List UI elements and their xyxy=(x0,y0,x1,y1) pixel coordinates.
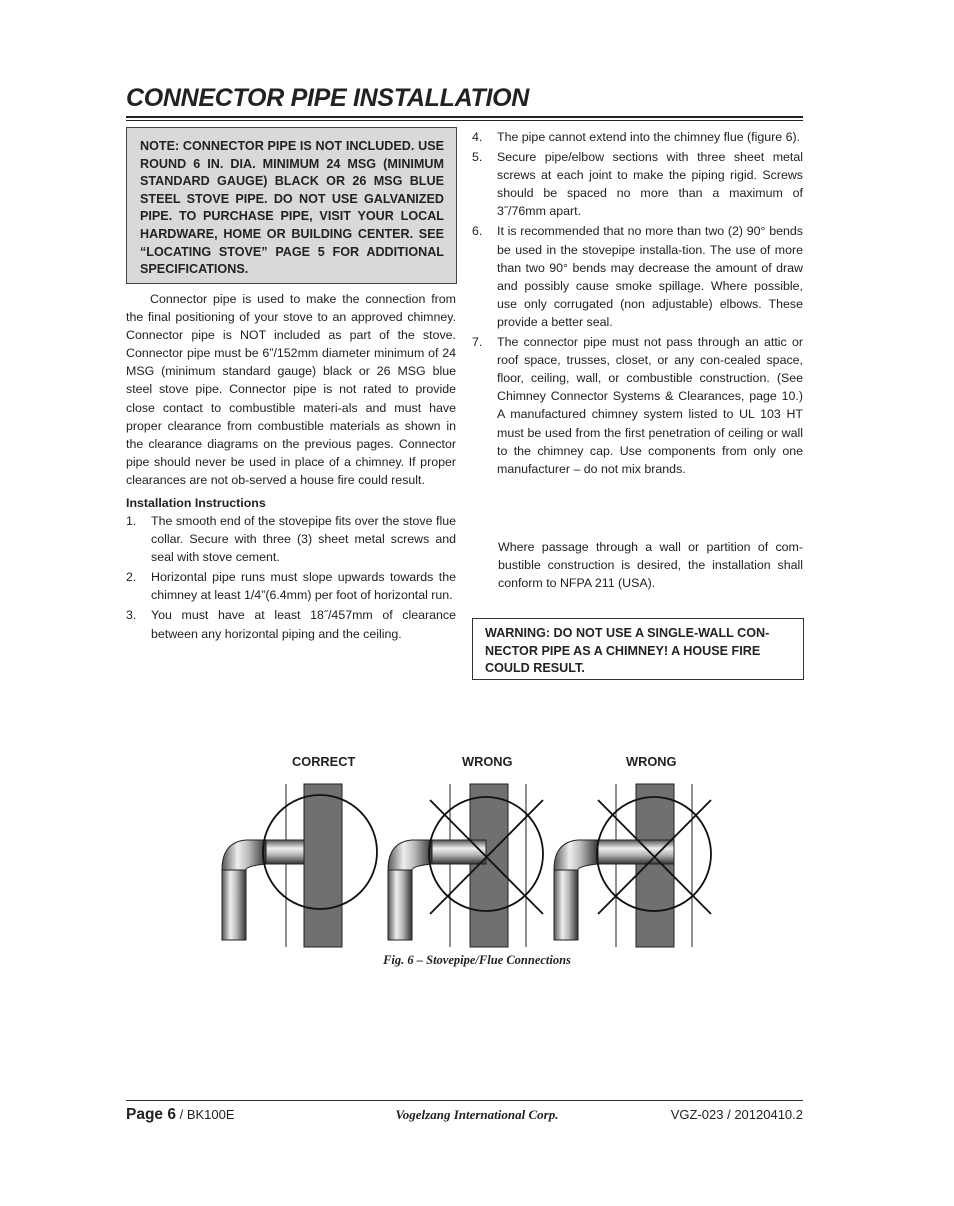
title-rule xyxy=(126,116,803,118)
intro-section xyxy=(126,290,456,489)
list-item xyxy=(472,128,803,146)
step-text: You must have at least 18˝/457mm of clearance between any horizontal piping and the ceiling. xyxy=(151,608,456,641)
list-item xyxy=(126,606,456,642)
step-text: Horizontal pipe runs must slope upwards towards the chimney at least 1/4”(6.4mm) per foot of horizontal run. xyxy=(151,570,456,603)
step-number: 4. xyxy=(472,130,483,144)
step-number: 3. xyxy=(126,608,137,623)
step-text: Secure pipe/elbow sections with three sheet metal screws at each joint to make the piping rigid. Screws should be spaced no more than a maximum of 3˝/76mm apart. xyxy=(497,150,803,219)
figure-label-correct: CORRECT xyxy=(292,754,356,769)
footer-company: Vogelzang International Corp. xyxy=(395,1107,559,1122)
instructions-heading: Installation Instructions xyxy=(126,496,266,510)
step-text: The pipe cannot extend into the chimney flue (figure 6). xyxy=(497,130,801,144)
step-number: 1. xyxy=(126,514,137,528)
figure-label-wrong-1: WRONG xyxy=(462,754,513,769)
stovepipe-figure xyxy=(210,772,730,952)
list-item xyxy=(472,222,803,331)
page-title: CONNECTOR PIPE INSTALLATION xyxy=(126,84,530,112)
wrong-connection-diagram-2 xyxy=(554,784,711,947)
figure-caption: Fig. 6 – Stovepipe/Flue Connections xyxy=(383,953,571,967)
steps-list-left xyxy=(126,512,456,645)
warning-box: WARNING: DO NOT USE A SINGLE-WALL CON-NECTOR PIPE AS A CHIMNEY! A HOUSE FIRE COULD RESULT. xyxy=(472,618,804,680)
step-text: The connector pipe must not pass through an attic or roof space, trusses, closet, or any con-cealed space, floor, ceiling, wall, or combustible construction. (See Chimney Connector Systems & Clearances, page 10.) A manufactured chimney system listed to UL 103 HT must be used from the first penetration of ceiling or wall to the chimney cap. Use components from only one manufacturer – do not mix brands. xyxy=(497,335,803,476)
note-box: NOTE: CONNECTOR PIPE IS NOT INCLUDED. USE ROUND 6 IN. DIA. MINIMUM 24 MSG (MINIMUM STANDARD GAUGE) BLACK OR 26 MSG BLUE STEEL STOVE PIPE. DO NOT USE GALVANIZED PIPE. TO PURCHASE PIPE, VISIT YOUR LOCAL HARDWARE, HOME OR BUILDING CENTER. SEE “LOCATING STOVE” PAGE 5 FOR ADDITIONAL SPECIFICATIONS. xyxy=(126,127,457,284)
footer-rule xyxy=(126,1100,803,1101)
correct-connection-diagram xyxy=(222,784,377,947)
step-number: 6. xyxy=(472,224,483,239)
step-text: It is recommended that no more than two (2) 90° bends be used in the stovepipe installa-tion. The use of more than two 90° bends may decrease the amount of draw and possibly cause smoke spillage. Where possible, use only corrugated (non adjustable) elbows. These provide a better seal. xyxy=(497,224,803,329)
step-number: 7. xyxy=(472,335,483,350)
step-text: The smooth end of the stovepipe fits over the stove flue collar. Secure with three (3) sheet metal screws and seal with stove cement. xyxy=(151,514,456,565)
list-item xyxy=(472,333,803,478)
page-number: Page 6 xyxy=(126,1106,176,1123)
passage-note: Where passage through a wall or partition of com-bustible construction is desired, the installation shall conform to NFPA 211 (USA). xyxy=(498,540,803,591)
list-item xyxy=(126,512,456,566)
model-number: / BK100E xyxy=(175,1107,235,1122)
figure-label-wrong-2: WRONG xyxy=(626,754,677,769)
list-item xyxy=(126,568,456,604)
step-number: 2. xyxy=(126,570,137,585)
step-number: 5. xyxy=(472,150,483,165)
wrong-connection-diagram-1 xyxy=(388,784,543,947)
title-rule-thin xyxy=(126,120,803,121)
footer-doc-id: VGZ-023 / 20120410.2 xyxy=(670,1107,803,1122)
intro-paragraph: Connector pipe is used to make the connection from the final positioning of your stove to an approved chimney. Connector pipe is NOT included as part of the stove. Connector pipe must be 6”/152mm diameter minimum of 24 MSG (minimum standard gauge) black or 26 MSG blue steel stove pipe. Connector pipe is not rated to provide close contact to combustible materi-als and must have proper clearance from combustible materials as shown in the clearance diagrams on the previous pages. Connector pipe should never be used in place of a chimney. If proper clearances are not ob-served a house fire could result. xyxy=(126,292,456,487)
steps-list-right xyxy=(472,128,803,480)
list-item xyxy=(472,148,803,220)
